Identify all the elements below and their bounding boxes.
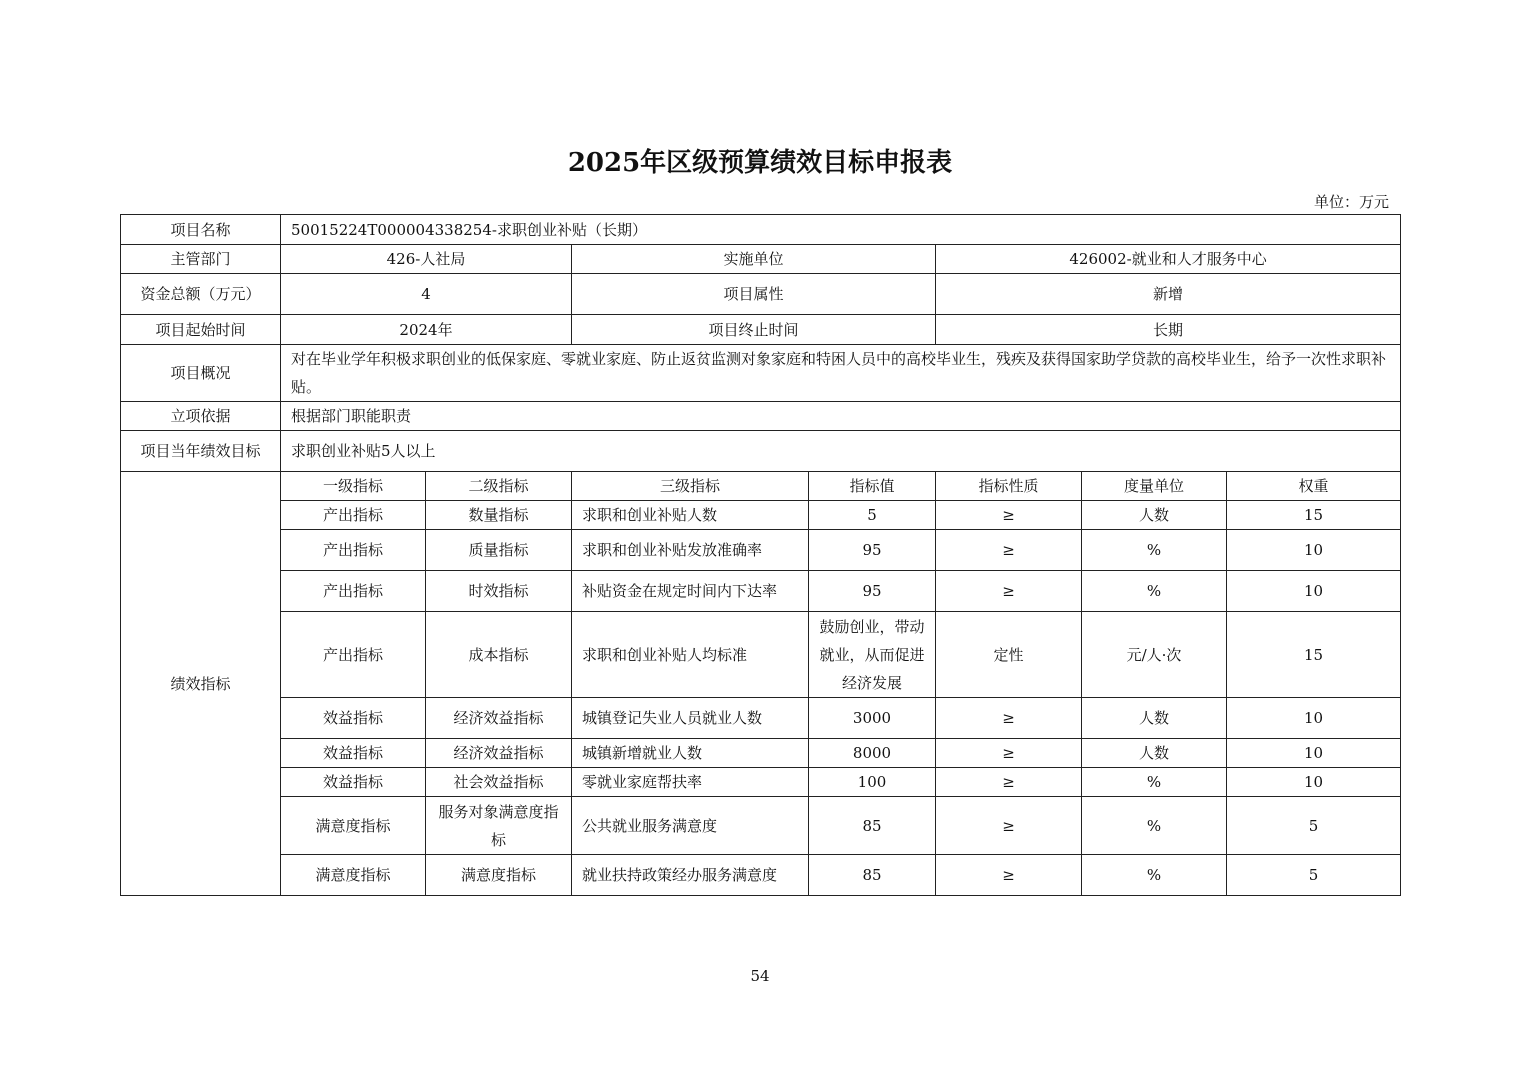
cell-level3: 求职和创业补贴发放准确率: [572, 530, 809, 571]
cell-level1: 效益指标: [281, 698, 426, 739]
info-section: [121, 215, 1401, 472]
cell-nature: ≥: [936, 501, 1082, 530]
cell-unit: %: [1082, 768, 1227, 797]
cell-unit: 人数: [1082, 739, 1227, 768]
table-row: [121, 855, 1401, 896]
goal-label: 项目当年绩效目标: [121, 431, 281, 472]
header-weight: 权重: [1227, 472, 1401, 501]
header-level1: 一级指标: [281, 472, 426, 501]
table-row: [121, 501, 1401, 530]
row-overview: [121, 345, 1401, 402]
cell-value: 95: [809, 530, 936, 571]
row-basis: [121, 402, 1401, 431]
cell-value: 3000: [809, 698, 936, 739]
cell-level1: 产出指标: [281, 530, 426, 571]
cell-level2: 数量指标: [426, 501, 572, 530]
cell-nature: ≥: [936, 739, 1082, 768]
cell-weight: 10: [1227, 739, 1401, 768]
funds-label: 资金总额（万元）: [121, 274, 281, 315]
cell-level2: 经济效益指标: [426, 698, 572, 739]
cell-level2: 社会效益指标: [426, 768, 572, 797]
project-name-label: 项目名称: [121, 215, 281, 245]
cell-level1: 产出指标: [281, 612, 426, 698]
header-level3: 三级指标: [572, 472, 809, 501]
table-row: [121, 571, 1401, 612]
row-funds: [121, 274, 1401, 315]
end-label: 项目终止时间: [572, 315, 936, 345]
overview-label: 项目概况: [121, 345, 281, 402]
cell-nature: 定性: [936, 612, 1082, 698]
header-level2: 二级指标: [426, 472, 572, 501]
impl-value: 426002-就业和人才服务中心: [936, 245, 1401, 274]
basis-label: 立项依据: [121, 402, 281, 431]
cell-value: 85: [809, 797, 936, 855]
cell-weight: 15: [1227, 612, 1401, 698]
cell-level2: 满意度指标: [426, 855, 572, 896]
header-value: 指标值: [809, 472, 936, 501]
unit-label: 单位：万元: [1313, 193, 1389, 211]
cell-level2: 时效指标: [426, 571, 572, 612]
overview-value: 对在毕业学年积极求职创业的低保家庭、零就业家庭、防止返贫监测对象家庭和特困人员中的高校毕业生，残疾及获得国家助学贷款的高校毕业生，给予一次性求职补贴。: [281, 345, 1401, 402]
perf-header-row: [121, 472, 1401, 501]
cell-level1: 效益指标: [281, 739, 426, 768]
cell-weight: 10: [1227, 698, 1401, 739]
start-label: 项目起始时间: [121, 315, 281, 345]
cell-weight: 5: [1227, 797, 1401, 855]
cell-level3: 公共就业服务满意度: [572, 797, 809, 855]
page-number: 54: [750, 967, 770, 985]
header-unit: 度量单位: [1082, 472, 1227, 501]
cell-level3: 求职和创业补贴人均标准: [572, 612, 809, 698]
cell-level2: 成本指标: [426, 612, 572, 698]
cell-unit: 人数: [1082, 698, 1227, 739]
cell-weight: 10: [1227, 530, 1401, 571]
cell-level3: 零就业家庭帮扶率: [572, 768, 809, 797]
cell-unit: 元/人·次: [1082, 612, 1227, 698]
table-row: [121, 768, 1401, 797]
table-row: [121, 612, 1401, 698]
cell-unit: 人数: [1082, 501, 1227, 530]
table-row: [121, 530, 1401, 571]
basis-value: 根据部门职能职责: [281, 402, 1401, 431]
cell-level2: 质量指标: [426, 530, 572, 571]
cell-level1: 满意度指标: [281, 855, 426, 896]
cell-nature: ≥: [936, 855, 1082, 896]
table-row: [121, 698, 1401, 739]
goal-value: 求职创业补贴5人以上: [281, 431, 1401, 472]
cell-weight: 5: [1227, 855, 1401, 896]
header-nature: 指标性质: [936, 472, 1082, 501]
cell-level1: 效益指标: [281, 768, 426, 797]
table-row: [121, 797, 1401, 855]
cell-level1: 产出指标: [281, 501, 426, 530]
cell-level2: 经济效益指标: [426, 739, 572, 768]
cell-level3: 就业扶持政策经办服务满意度: [572, 855, 809, 896]
row-dept: [121, 245, 1401, 274]
cell-level3: 城镇新增就业人数: [572, 739, 809, 768]
cell-nature: ≥: [936, 571, 1082, 612]
row-goal: [121, 431, 1401, 472]
cell-level2: 服务对象满意度指标: [426, 797, 572, 855]
funds-value: 4: [281, 274, 572, 315]
page-title: 2025年区级预算绩效目标申报表: [567, 148, 953, 178]
dept-label: 主管部门: [121, 245, 281, 274]
start-value: 2024年: [281, 315, 572, 345]
row-project-name: [121, 215, 1401, 245]
cell-weight: 10: [1227, 768, 1401, 797]
cell-level3: 求职和创业补贴人数: [572, 501, 809, 530]
impl-label: 实施单位: [572, 245, 936, 274]
cell-nature: ≥: [936, 698, 1082, 739]
cell-level1: 产出指标: [281, 571, 426, 612]
cell-unit: %: [1082, 797, 1227, 855]
cell-weight: 10: [1227, 571, 1401, 612]
cell-unit: %: [1082, 571, 1227, 612]
cell-value: 100: [809, 768, 936, 797]
cell-level3: 城镇登记失业人员就业人数: [572, 698, 809, 739]
dept-value: 426-人社局: [281, 245, 572, 274]
attr-label: 项目属性: [572, 274, 936, 315]
cell-value: 鼓励创业，带动就业，从而促进经济发展: [809, 612, 936, 698]
cell-level1: 满意度指标: [281, 797, 426, 855]
cell-nature: ≥: [936, 797, 1082, 855]
end-value: 长期: [936, 315, 1401, 345]
row-time: [121, 315, 1401, 345]
cell-unit: %: [1082, 530, 1227, 571]
cell-nature: ≥: [936, 768, 1082, 797]
cell-unit: %: [1082, 855, 1227, 896]
cell-value: 5: [809, 501, 936, 530]
cell-nature: ≥: [936, 530, 1082, 571]
cell-value: 85: [809, 855, 936, 896]
performance-table: [120, 214, 1401, 896]
cell-level3: 补贴资金在规定时间内下达率: [572, 571, 809, 612]
perf-label: 绩效指标: [121, 472, 281, 896]
cell-value: 95: [809, 571, 936, 612]
cell-value: 8000: [809, 739, 936, 768]
cell-weight: 15: [1227, 501, 1401, 530]
performance-section: [121, 472, 1401, 896]
project-name-value: 50015224T000004338254-求职创业补贴（长期）: [281, 215, 1401, 245]
table-row: [121, 739, 1401, 768]
attr-value: 新增: [936, 274, 1401, 315]
